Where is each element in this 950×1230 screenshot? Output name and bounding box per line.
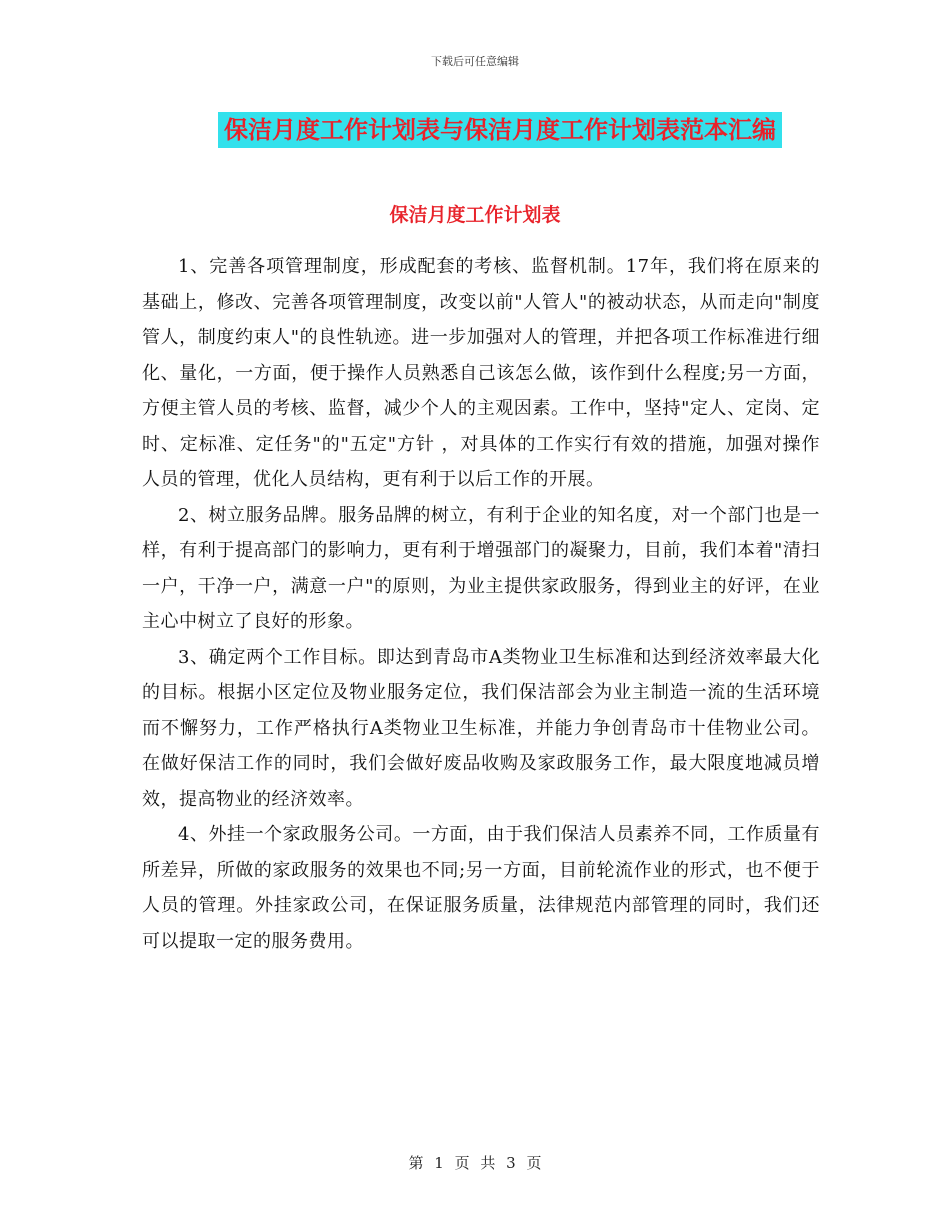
main-title: 保洁月度工作计划表与保洁月度工作计划表范本汇编 <box>218 112 782 148</box>
header-note: 下载后可任意编辑 <box>431 55 519 68</box>
paragraph-4: 4、外挂一个家政服务公司。一方面，由于我们保洁人员素养不同，工作质量有所差异，所做的家政服务的效果也不同;另一方面，目前轮流作业的形式，也不便于人员的管理。外挂家政公司，在保证服务质量，法律规范内部管理的同时，我们还可以提取一定的服务费用。 <box>142 824 820 952</box>
paragraph-3: 3、确定两个工作目标。即达到青岛市A类物业卫生标准和达到经济效率最大化的目标。根据小区定位及物业服务定位，我们保洁部会为业主制造一流的生活环境而不懈努力，工作严格执行A类物业卫生标准，并能力争创青岛市十佳物业公司。在做好保洁工作的同时，我们会做好废品收购及家政服务工作，最大限度地减员增效，提高物业的经济效率。 <box>142 646 820 810</box>
document-body <box>142 249 820 959</box>
paragraph-2: 2、树立服务品牌。服务品牌的树立，有利于企业的知名度，对一个部门也是一样，有利于提高部门的影响力，更有利于增强部门的凝聚力，目前，我们本着"清扫一户，干净一户，满意一户"的原则，为业主提供家政服务，得到业主的好评，在业主心中树立了良好的形象。 <box>142 504 820 632</box>
page-number: 第 1 页 共 3 页 <box>408 1154 542 1172</box>
main-title-wrap <box>0 112 950 148</box>
section-title: 保洁月度工作计划表 <box>389 204 561 226</box>
paragraph-1: 1、完善各项管理制度，形成配套的考核、监督机制。17年，我们将在原来的基础上，修改、完善各项管理制度，改变以前"人管人"的被动状态，从而走向"制度管人，制度约束人"的良性轨迹。进一步加强对人的管理，并把各项工作标准进行细化、量化，一方面，便于操作人员熟悉自己该怎么做，该作到什么程度;另一方面，方便主管人员的考核、监督，减少个人的主观因素。工作中，坚持"定人、定岗、定时、定标准、定任务"的"五定"方针 ，对具体的工作实行有效的措施，加强对操作人员的管理，优化人员结构，更有利于以后工作的开展。 <box>142 256 820 490</box>
